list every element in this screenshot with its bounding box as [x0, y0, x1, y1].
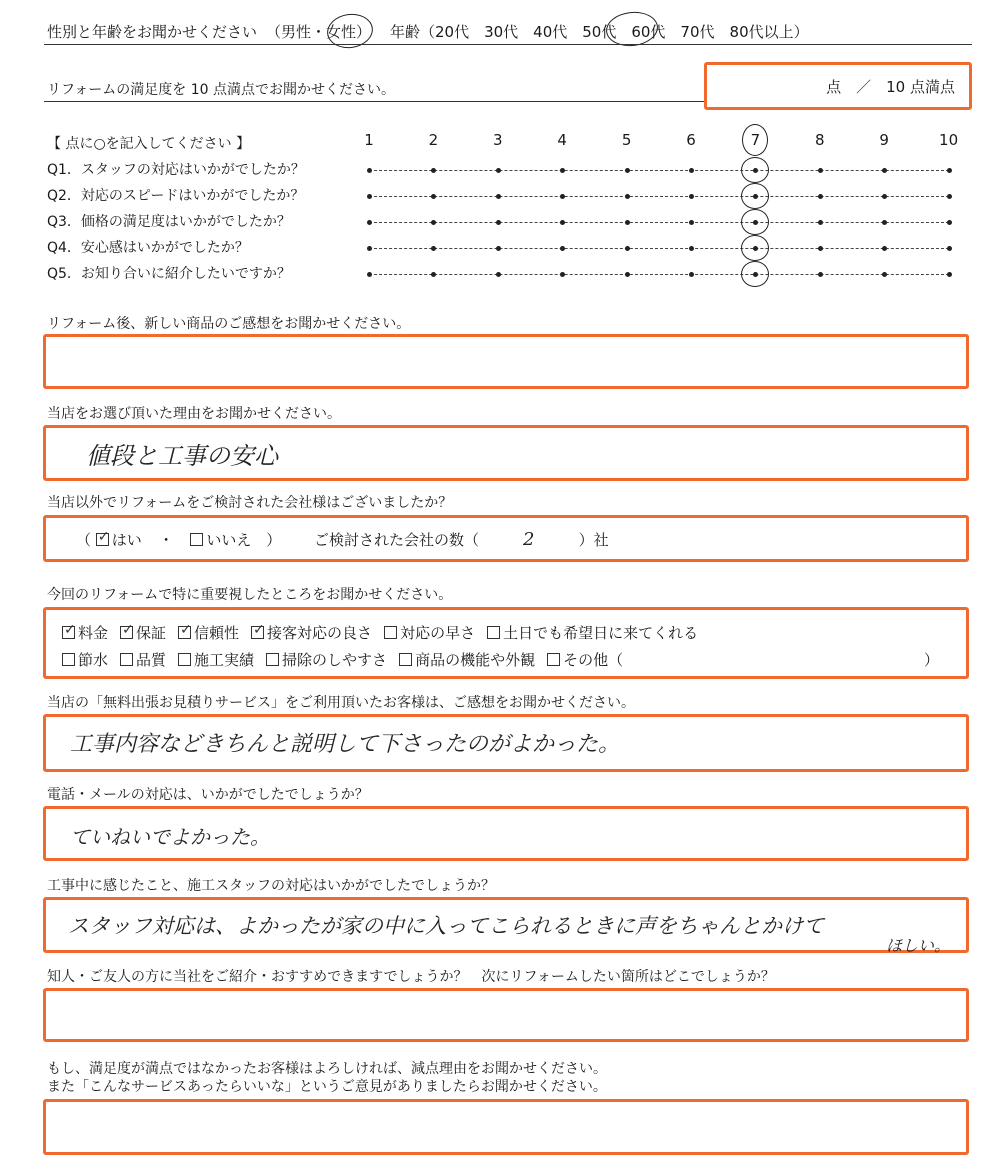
- scale-point[interactable]: [625, 220, 630, 225]
- scale-point[interactable]: [625, 272, 630, 277]
- scale-point[interactable]: [431, 246, 436, 251]
- scale-point[interactable]: [496, 246, 501, 251]
- construction-answer: スタッフ対応は、よかったが家の中に入ってこられるときに声をちゃんとかけて: [68, 914, 824, 938]
- phone-mail-label: 電話・メールの対応は、いかがでしたでしょうか？: [47, 787, 369, 803]
- scale-point[interactable]: [560, 194, 565, 199]
- scale-number: 10: [939, 131, 959, 149]
- scale-point[interactable]: [431, 168, 436, 173]
- no-checkbox[interactable]: [190, 533, 203, 546]
- scale-point[interactable]: [560, 168, 565, 173]
- impressions-label: リフォーム後、新しい商品のご感想をお聞かせください。: [47, 316, 411, 332]
- no-label: いいえ: [206, 531, 252, 549]
- scale-point[interactable]: [689, 272, 694, 277]
- question-label: Q5．お知り合いに紹介したいですか？: [47, 266, 291, 282]
- improvement-label-line1: もし、満足度が満点ではなかったお客様はよろしければ、減点理由をお聞かせください。: [47, 1061, 607, 1077]
- question-label: Q2．対応のスピードはいかがでしたか？: [47, 188, 305, 204]
- scale-point[interactable]: [625, 194, 630, 199]
- scale-point[interactable]: [882, 246, 887, 251]
- priority-checkbox[interactable]: [487, 626, 500, 639]
- scale-point[interactable]: [818, 246, 823, 251]
- priority-option[interactable]: [399, 650, 535, 670]
- answer-circle-mark: [741, 157, 769, 183]
- scale-point[interactable]: [882, 194, 887, 199]
- close-paren: ）: [266, 531, 282, 549]
- estimate-service-answer: 工事内容などきちんと説明して下さったのがよかった。: [70, 732, 621, 757]
- scale-point[interactable]: [947, 194, 952, 199]
- scale-instruction: 【 点に○を記入してください 】: [47, 136, 251, 152]
- question-label: Q1．スタッフの対応はいかがでしたか？: [47, 162, 305, 178]
- scale-number: 5: [621, 131, 632, 149]
- score-box-text: 点 ／ 10 点満点: [826, 78, 955, 96]
- priority-option[interactable]: [120, 623, 166, 643]
- impressions-answer-box[interactable]: [43, 334, 969, 389]
- construction-answer-tail: ほしい。: [886, 936, 951, 955]
- reason-answer: 値段と工事の安心: [86, 442, 278, 470]
- other-close-paren: ）: [924, 651, 940, 669]
- priorities-box: [43, 607, 969, 679]
- scale-point[interactable]: [689, 168, 694, 173]
- estimate-service-label: 当店の「無料出張お見積りサービス」をご利用頂いたお客様は、ご感想をお聞かせください。: [47, 695, 635, 711]
- age-50s-circle-mark: [604, 9, 659, 48]
- scale-point[interactable]: [560, 246, 565, 251]
- priority-checkbox[interactable]: [178, 653, 191, 666]
- scale-point[interactable]: [625, 246, 630, 251]
- header-rule: [44, 44, 972, 45]
- reason-label: 当店をお選び頂いた理由をお聞かせください。: [47, 406, 341, 422]
- phone-mail-answer-box[interactable]: [43, 806, 969, 861]
- priority-option[interactable]: [178, 650, 254, 670]
- priority-label: 保証: [136, 624, 167, 642]
- score-box[interactable]: [704, 62, 972, 110]
- scale-line: [369, 170, 949, 171]
- phone-mail-answer: ていねいでよかった。: [70, 825, 270, 849]
- scale-number: 4: [557, 131, 567, 149]
- open-paren: （: [76, 531, 92, 549]
- priority-label: 対応の早さ: [400, 624, 476, 642]
- scale-point[interactable]: [367, 246, 372, 251]
- priority-label: 接客対応の良さ: [267, 624, 373, 642]
- scale-point[interactable]: [560, 272, 565, 277]
- scale-point[interactable]: [367, 194, 372, 199]
- scale-point[interactable]: [947, 246, 952, 251]
- scale-number: 3: [493, 131, 503, 149]
- scale-line: [369, 248, 949, 249]
- separator-dot: ・: [158, 531, 174, 549]
- scale-number: 2: [428, 131, 439, 149]
- priority-checkbox[interactable]: [266, 653, 279, 666]
- scale-number: 8: [815, 131, 825, 149]
- referral-label: 知人・ご友人の方に当社をご紹介・おすすめできますでしょうか？ 次にリフォームしたい箇所はどこでしょうか？: [47, 969, 775, 985]
- scale-point[interactable]: [367, 272, 372, 277]
- scale-point[interactable]: [818, 168, 823, 173]
- priority-label: 料金: [78, 624, 109, 642]
- priority-option[interactable]: [120, 650, 166, 670]
- scale-line: [369, 222, 949, 223]
- answer-circle-mark: [741, 183, 769, 209]
- scale-point[interactable]: [947, 168, 952, 173]
- scale-point[interactable]: [947, 272, 952, 277]
- scale-point[interactable]: [818, 194, 823, 199]
- priority-option[interactable]: [62, 650, 108, 670]
- answer-circle-mark: [741, 261, 769, 287]
- scale-number: 9: [879, 131, 889, 149]
- scale-point[interactable]: [818, 272, 823, 277]
- scale-point[interactable]: [689, 246, 694, 251]
- improvement-label-line2: また「こんなサービスあったらいいな」というご意見がありましたらお聞かせください。: [47, 1079, 607, 1095]
- scale-line: [369, 274, 949, 275]
- priority-label: 節水: [78, 651, 109, 669]
- other-companies-label: 当店以外でリフォームをご検討された会社様はございましたか？: [47, 495, 453, 511]
- priority-label: 信頼性: [194, 624, 240, 642]
- scale-point[interactable]: [882, 272, 887, 277]
- question-label: Q3．価格の満足度はいかがでしたか？: [47, 214, 291, 230]
- priority-option[interactable]: [487, 623, 698, 643]
- scale-number: 6: [686, 131, 696, 149]
- scale-point[interactable]: [947, 220, 952, 225]
- referral-answer-box[interactable]: [43, 988, 969, 1042]
- scale-point[interactable]: [496, 194, 501, 199]
- scale-point[interactable]: [496, 168, 501, 173]
- construction-answer-box[interactable]: [43, 897, 969, 953]
- gender-options: （男性・女性）: [266, 23, 372, 41]
- priorities-row-1: [62, 623, 710, 643]
- priority-checkbox[interactable]: [62, 626, 75, 639]
- priorities-row-2: [62, 650, 635, 670]
- satisfaction-rule: [44, 101, 704, 102]
- priority-checkbox[interactable]: [62, 653, 75, 666]
- other-companies-box[interactable]: [43, 515, 969, 562]
- scale-point[interactable]: [431, 220, 436, 225]
- priority-option[interactable]: [251, 623, 372, 643]
- scale-line: [369, 196, 949, 197]
- scale-point[interactable]: [431, 194, 436, 199]
- scale-point[interactable]: [625, 168, 630, 173]
- construction-label: 工事中に感じたこと、施工スタッフの対応はいかがでしたでしょうか？: [47, 878, 495, 894]
- yes-label: はい: [111, 531, 142, 549]
- priority-label: 品質: [136, 651, 167, 669]
- priority-option[interactable]: [62, 623, 108, 643]
- priority-option[interactable]: [384, 623, 475, 643]
- scale-point[interactable]: [689, 220, 694, 225]
- priority-label: 施工実績: [194, 651, 255, 669]
- reason-answer-box[interactable]: [43, 425, 969, 481]
- gender-age-label: 性別と年齢をお聞かせください: [47, 23, 258, 41]
- scale-point[interactable]: [367, 220, 372, 225]
- scale-point[interactable]: [431, 272, 436, 277]
- scale-number: 7: [750, 131, 761, 149]
- priority-checkbox[interactable]: [547, 653, 560, 666]
- priority-label: その他（: [563, 651, 624, 669]
- answer-circle-mark: [741, 209, 769, 235]
- priority-label: 掃除のしやすさ: [282, 651, 388, 669]
- scale-point[interactable]: [560, 220, 565, 225]
- scale-point[interactable]: [367, 168, 372, 173]
- priority-checkbox[interactable]: [384, 626, 397, 639]
- company-count-suffix: ）社: [578, 531, 609, 549]
- estimate-service-answer-box[interactable]: [43, 714, 969, 772]
- scale-point[interactable]: [882, 168, 887, 173]
- scale-point[interactable]: [818, 220, 823, 225]
- age-label: 年齢（20代 30代 40代 50代 60代 70代 80代以上）: [390, 23, 809, 41]
- priority-checkbox[interactable]: [120, 653, 133, 666]
- number-seven-circle-mark: [742, 124, 768, 156]
- priority-checkbox[interactable]: [120, 626, 133, 639]
- priority-label: 土日でも希望日に来てくれる: [503, 624, 699, 642]
- scale-number: 1: [364, 131, 374, 149]
- yes-checkbox[interactable]: [96, 533, 109, 546]
- scale-point[interactable]: [882, 220, 887, 225]
- priority-label: 商品の機能や外観: [415, 651, 536, 669]
- priority-option[interactable]: [547, 650, 623, 670]
- scale-point[interactable]: [496, 272, 501, 277]
- answer-circle-mark: [741, 235, 769, 261]
- satisfaction-label: リフォームの満足度を 10 点満点でお聞かせください。: [47, 82, 396, 98]
- female-circle-mark: [325, 11, 375, 51]
- other-companies-row: [76, 530, 609, 550]
- priority-option[interactable]: [266, 650, 387, 670]
- priority-checkbox[interactable]: [178, 626, 191, 639]
- question-label: Q4．安心感はいかがでしたか？: [47, 240, 249, 256]
- priority-checkbox[interactable]: [251, 626, 264, 639]
- priority-option[interactable]: [178, 623, 239, 643]
- company-count-label: ご検討された会社の数（: [313, 531, 479, 549]
- improvement-answer-box[interactable]: [43, 1099, 969, 1155]
- priority-checkbox[interactable]: [399, 653, 412, 666]
- priorities-label: 今回のリフォームで特に重要視したところをお聞かせください。: [47, 587, 453, 603]
- company-count-value: 2: [523, 529, 535, 550]
- scale-point[interactable]: [689, 194, 694, 199]
- scale-point[interactable]: [496, 220, 501, 225]
